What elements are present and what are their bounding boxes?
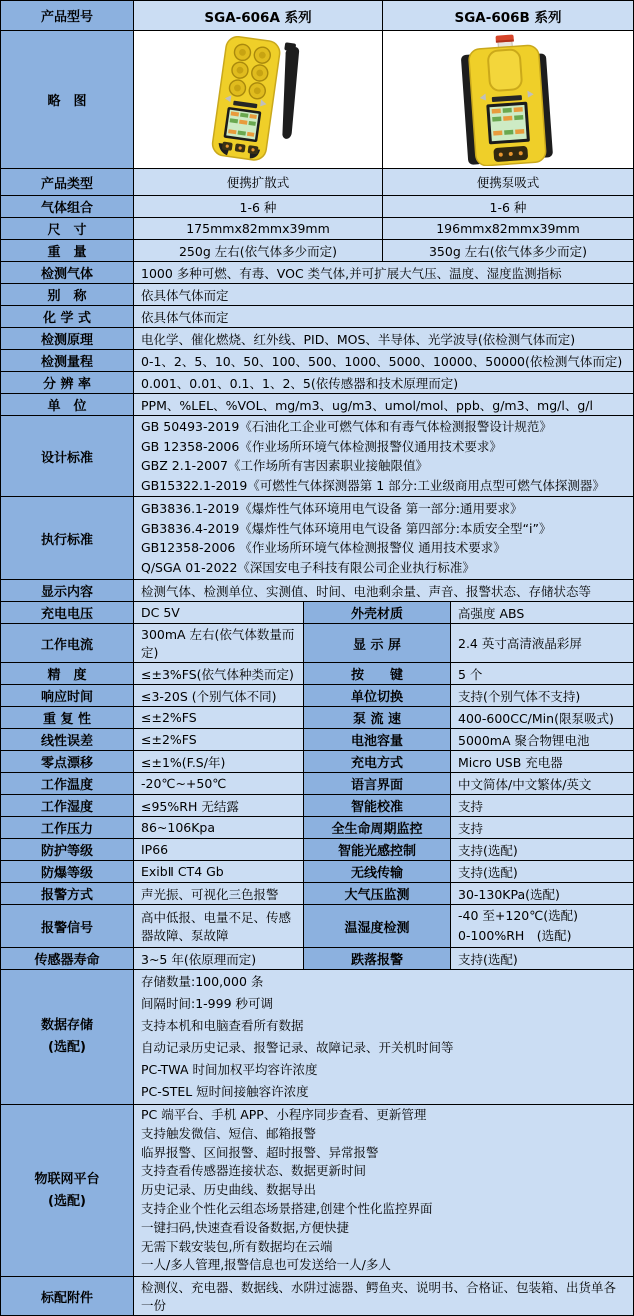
iot-line: 无需下载安装包,所有数据均在云端: [141, 1238, 333, 1254]
spec-row-working-temp: [1, 773, 633, 794]
spec-value: 支持: [451, 817, 633, 838]
exec-standard-line: GB12358-2006 《作业场所环境气体检测报警仪 通用技术要求》: [141, 540, 506, 555]
table-row-unit: [1, 394, 633, 415]
spec-label: 无线传输: [304, 861, 450, 882]
model-a-title: SGA-606A 系列: [134, 1, 382, 30]
spec-value: 高强度 ABS: [451, 602, 633, 623]
spec-label: 电池容量: [304, 729, 450, 750]
spec-row-explosion-proof: [1, 861, 633, 882]
spec-label: 重 复 性: [1, 707, 133, 728]
design-standard-line: GB 50493-2019《石油化工企业可燃气体和有毒气体检测报警设计规范》: [141, 419, 552, 434]
spec-value: ≤±2%FS: [134, 707, 303, 728]
spec-value: 支持(选配): [451, 948, 633, 969]
iot-label-line: 物联网平台: [34, 1171, 100, 1187]
temp-humidity-line: -40 至+120℃(选配): [458, 908, 579, 923]
iot-line: 支持查看传感器连接状态、数据更新时间: [141, 1163, 367, 1179]
table-row-sketch: [1, 31, 633, 168]
iot-label-line: (选配): [48, 1193, 86, 1209]
row-label-alias: 别 称: [1, 284, 133, 305]
spec-label: 单位切换: [304, 685, 450, 706]
size-a: 175mmx82mmx39mm: [134, 218, 382, 239]
spec-value: ≤±2%FS: [134, 729, 303, 750]
spec-value: Micro USB 充电器: [451, 751, 633, 772]
sketch-cell-a: [134, 31, 382, 168]
data-storage-label-line: (选配): [48, 1040, 86, 1055]
iot-line: 支持触发微信、短信、邮箱报警: [141, 1125, 317, 1141]
spec-label: 语言界面: [304, 773, 450, 794]
exec-standard-line: Q/SGA 01-2022《深国安电子科技有限公司企业执行标准》: [141, 559, 475, 575]
spec-label: 充电方式: [304, 751, 450, 772]
table-row-product-type: [1, 169, 633, 195]
spec-value: ≤±1%(F.S/年): [134, 751, 303, 772]
spec-label: 报警信号: [1, 905, 133, 947]
exec-standard-line: GB3836.1-2019《爆炸性气体环境用电气设备 第一部分:通用要求》: [141, 501, 523, 516]
spec-label: 温湿度检测: [304, 905, 450, 947]
spec-value: 400-600CC/Min(限泵吸式): [451, 707, 633, 728]
spec-value: 支持: [451, 795, 633, 816]
table-row-alias: [1, 284, 633, 305]
spec-row-working-humidity: [1, 795, 633, 816]
row-label-design-standard: 设计标准: [1, 416, 133, 496]
row-label-model: 产品型号: [1, 1, 133, 30]
row-label-principle: 检测原理: [1, 328, 133, 349]
weight-a: 250g 左右(依气体多少而定): [134, 240, 382, 261]
spec-value: ≤±3%FS(依气体种类而定): [134, 663, 303, 684]
row-label-weight: 重 量: [1, 240, 133, 261]
spec-row-response-time: [1, 685, 633, 706]
spec-value: 支持(选配): [451, 839, 633, 860]
data-storage-line: PC-STEL 短时间接触容许浓度: [141, 1084, 309, 1099]
spec-value: 300mA 左右(依气体数量而定): [134, 624, 303, 662]
table-row-size: [1, 218, 633, 239]
spec-label: 响应时间: [1, 685, 133, 706]
row-label-accessories: 标配附件: [1, 1277, 133, 1315]
table-row-exec-standard: [1, 497, 633, 579]
spec-value: ≤95%RH 无结露: [134, 795, 303, 816]
row-label-size: 尺 寸: [1, 218, 133, 239]
row-label-range: 检测量程: [1, 350, 133, 371]
row-label-iot-platform: [1, 1105, 133, 1276]
spec-value: [451, 905, 633, 947]
row-label-unit: 单 位: [1, 394, 133, 415]
spec-value: 高中低报、电量不足、传感器故障、泵故障: [134, 905, 303, 947]
data-storage-line: PC-TWA 时间加权平均容许浓度: [141, 1062, 318, 1077]
sga-606b-product-image: [440, 34, 576, 166]
spec-label: 精 度: [1, 663, 133, 684]
data-storage-label-line: 数据存储: [40, 1018, 93, 1033]
table-row-model: [1, 1, 633, 30]
data-storage-line: 自动记录历史记录、报警记录、故障记录、开关机时间等: [141, 1040, 454, 1055]
table-row-resolution: [1, 372, 633, 393]
iot-line: 临界报警、区间报警、超时报警、异常报警: [141, 1144, 379, 1160]
resolution-value: 0.001、0.01、0.1、1、2、5(依传感器和技术原理而定): [134, 372, 633, 393]
table-row-formula: [1, 306, 633, 327]
spec-value: 5 个: [451, 663, 633, 684]
row-label-formula: 化 学 式: [1, 306, 133, 327]
row-label-exec-standard: 执行标准: [1, 497, 133, 579]
spec-label: 防爆等级: [1, 861, 133, 882]
display-content-value: 检测气体、检测单位、实测值、时间、电池剩余量、声音、报警状态、存储状态等: [134, 580, 633, 601]
spec-label: 大气压监测: [304, 883, 450, 904]
spec-row-charge-voltage: [1, 602, 633, 623]
spec-label: 智能光感控制: [304, 839, 450, 860]
row-label-data-storage: [1, 970, 133, 1104]
weight-b: 350g 左右(依气体多少而定): [383, 240, 633, 261]
table-row-detect-gas: [1, 262, 633, 283]
data-storage-value: [134, 970, 633, 1104]
spec-value: DC 5V: [134, 602, 303, 623]
table-row-data-storage: [1, 970, 633, 1104]
product-type-a: 便携扩散式: [134, 169, 382, 195]
spec-label: 线性误差: [1, 729, 133, 750]
spec-label: 充电电压: [1, 602, 133, 623]
spec-label: 按 键: [304, 663, 450, 684]
spec-label: 防护等级: [1, 839, 133, 860]
temp-humidity-line: 0-100%RH (选配): [458, 928, 572, 943]
row-label-sketch: 略 图: [1, 31, 133, 168]
formula-value: 依具体气体而定: [134, 306, 633, 327]
spec-label: 跌落报警: [304, 948, 450, 969]
spec-value: 支持(个别气体不支持): [451, 685, 633, 706]
spec-row-ip-rating: [1, 839, 633, 860]
spec-row-sensor-life: [1, 948, 633, 969]
sga-606a-product-image: [192, 36, 324, 164]
row-label-display-content: 显示内容: [1, 580, 133, 601]
spec-label: 工作电流: [1, 624, 133, 662]
table-row-principle: [1, 328, 633, 349]
spec-label: 工作温度: [1, 773, 133, 794]
spec-value: 中文简体/中文繁体/英文: [451, 773, 633, 794]
spec-label: 全生命周期监控: [304, 817, 450, 838]
spec-label: 显 示 屏: [304, 624, 450, 662]
alias-value: 依具体气体而定: [134, 284, 633, 305]
design-standard-value: [134, 416, 633, 496]
row-label-resolution: 分 辨 率: [1, 372, 133, 393]
spec-row-alarm-signal: [1, 905, 633, 947]
data-storage-line: 存储数量:100,000 条: [141, 974, 264, 989]
spec-value: 2.4 英寸高清液晶彩屏: [451, 624, 633, 662]
model-b-title: SGA-606B 系列: [383, 1, 633, 30]
spec-value: ≤3-20S (个别气体不同): [134, 685, 303, 706]
spec-row-working-pressure: [1, 817, 633, 838]
exec-standard-line: GB3836.4-2019《爆炸性气体环境用电气设备 第四部分:本质安全型“i”》: [141, 520, 552, 536]
unit-value: PPM、%LEL、%VOL、mg/m3、ug/m3、umol/mol、ppb、g/m3、mg/l、g/l: [134, 394, 633, 415]
spec-label: 智能校准: [304, 795, 450, 816]
iot-line: PC 端平台、手机 APP、小程序同步查看、更新管理: [141, 1107, 427, 1122]
table-row-gas-combo: [1, 196, 633, 217]
iot-line: 一人/多人管理,报警信息也可发送给一人/多人: [141, 1257, 391, 1273]
spec-value: IP66: [134, 839, 303, 860]
spec-value: ExibⅡ CT4 Gb: [134, 861, 303, 882]
gas-combo-b: 1-6 种: [383, 196, 633, 217]
product-type-b: 便携泵吸式: [383, 169, 633, 195]
accessories-value: 检测仪、充电器、数据线、水阱过滤器、鳄鱼夹、说明书、合格证、包装箱、出货单各一份: [134, 1277, 633, 1315]
size-b: 196mmx82mmx39mm: [383, 218, 633, 239]
row-label-detect-gas: 检测气体: [1, 262, 133, 283]
spec-label: 零点漂移: [1, 751, 133, 772]
design-standard-line: GBZ 2.1-2007《工作场所有害因素职业接触限值》: [141, 458, 429, 473]
table-row-design-standard: [1, 416, 633, 496]
design-standard-line: GB 12358-2006《作业场所环境气体检测报警仪通用技术要求》: [141, 438, 502, 454]
data-storage-line: 间隔时间:1-999 秒可调: [141, 996, 274, 1011]
spec-value: 声光振、可视化三色报警: [134, 883, 303, 904]
spec-row-working-current: [1, 624, 633, 662]
row-label-gas-combo: 气体组合: [1, 196, 133, 217]
spec-value: -20℃~+50℃: [134, 773, 303, 794]
spec-label: 工作湿度: [1, 795, 133, 816]
spec-label: 报警方式: [1, 883, 133, 904]
detect-gas-value: 1000 多种可燃、有毒、VOC 类气体,并可扩展大气压、温度、湿度监测指标: [134, 262, 633, 283]
table-row-display-content: [1, 580, 633, 601]
design-standard-line: GB15322.1-2019《可燃性气体探测器第 1 部分:工业级商用点型可燃气体探测器》: [141, 477, 605, 493]
gas-combo-a: 1-6 种: [134, 196, 382, 217]
spec-row-linearity-error: [1, 729, 633, 750]
spec-label: 泵 流 速: [304, 707, 450, 728]
spec-label: 传感器寿命: [1, 948, 133, 969]
spec-row-zero-drift: [1, 751, 633, 772]
spec-value: 86~106Kpa: [134, 817, 303, 838]
principle-value: 电化学、催化燃烧、红外线、PID、MOS、半导体、光学波导(依检测气体而定): [134, 328, 633, 349]
iot-platform-value: [134, 1105, 633, 1276]
exec-standard-value: [134, 497, 633, 579]
iot-line: 历史记录、历史曲线、数据导出: [141, 1182, 317, 1198]
table-row-iot-platform: [1, 1105, 633, 1276]
spec-row-alarm-mode: [1, 883, 633, 904]
spec-value: 5000mA 聚合物锂电池: [451, 729, 633, 750]
spec-value: 30-130KPa(选配): [451, 883, 633, 904]
data-storage-line: 支持本机和电脑查看所有数据: [141, 1018, 304, 1033]
spec-value: 支持(选配): [451, 861, 633, 882]
iot-line: 支持企业个性化云组态场景搭建,创建个性化监控界面: [141, 1200, 433, 1216]
spec-label: 工作压力: [1, 817, 133, 838]
table-row-accessories: [1, 1277, 633, 1315]
table-row-weight: [1, 240, 633, 261]
sketch-cell-b: [383, 31, 633, 168]
iot-line: 一键扫码,快速查看设备数据,方便快捷: [141, 1219, 349, 1235]
spec-value: 3~5 年(依原理而定): [134, 948, 303, 969]
spec-row-accuracy: [1, 663, 633, 684]
range-value: 0-1、2、5、10、50、100、500、1000、5000、10000、50000(依检测气体而定): [134, 350, 633, 371]
spec-label: 外壳材质: [304, 602, 450, 623]
row-label-product-type: 产品类型: [1, 169, 133, 195]
spec-row-repeatability: [1, 707, 633, 728]
table-row-range: [1, 350, 633, 371]
